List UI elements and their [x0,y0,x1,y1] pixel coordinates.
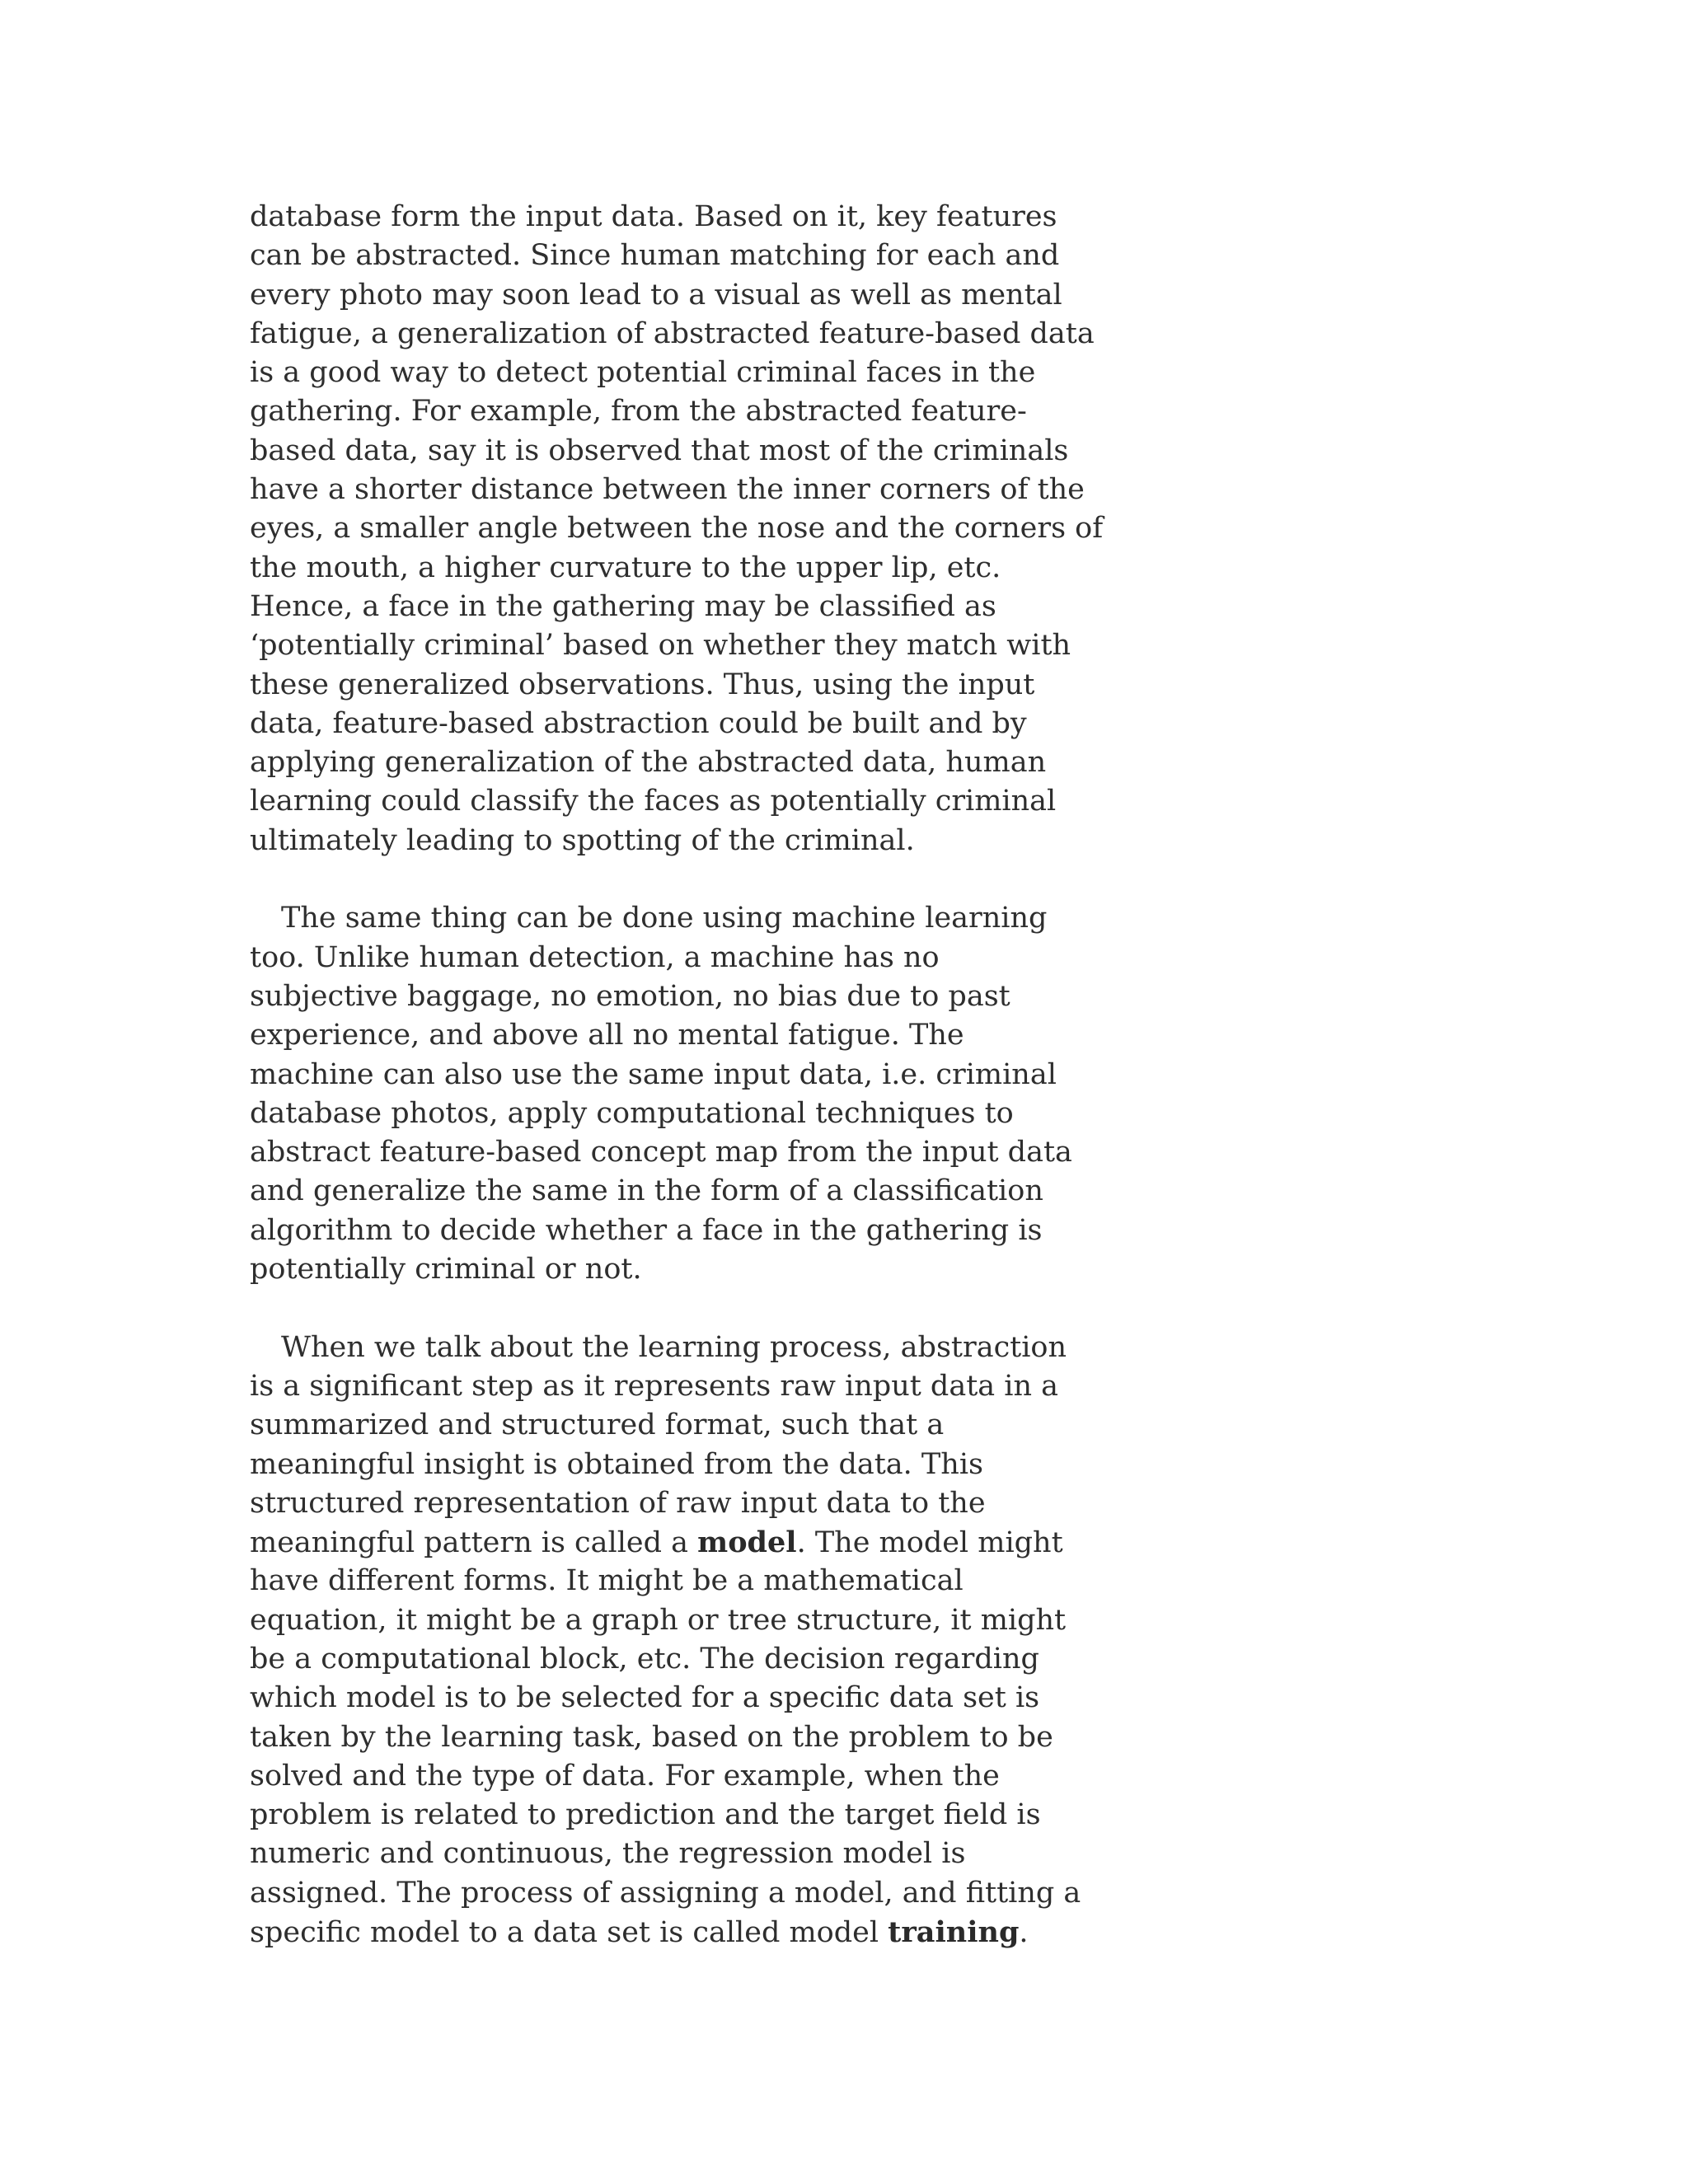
text-fragment: meaningful pattern is called a [250,1526,698,1560]
paragraph-gap [250,1289,1041,1328]
text-fragment: . [1019,1916,1029,1950]
text-line: machine can also use the same input data, i.e. criminal [250,1057,1057,1091]
text-line: is a good way to detect potential criminal faces in the [250,356,1036,390]
text-line: database form the input data. Based on it, key features [250,200,1057,233]
text-line: numeric and continuous, the regression model is [250,1837,966,1871]
text-line: learning could classify the faces as potentially criminal [250,785,1057,818]
text-line: these generalized observations. Thus, using the input [250,668,1035,701]
text-line: taken by the learning task, based on the problem to be [250,1720,1053,1754]
text-line: subjective baggage, no emotion, no bias due to past [250,979,1010,1013]
text-line: have a shorter distance between the inner corners of the [250,473,1085,507]
text-line: database photos, apply computational techniques to [250,1096,1014,1130]
text-line: experience, and above all no mental fatigue. The [250,1019,964,1052]
text-line: potentially criminal or not. [250,1253,642,1286]
text-line: When we talk about the learning process, abstraction [281,1330,1067,1364]
bold-term-training: training [888,1915,1020,1950]
text-line: assigned. The process of assigning a model, and fitting a [250,1876,1081,1910]
text-line: meaningful insight is obtained from the data. This [250,1447,983,1481]
text-line: too. Unlike human detection, a machine has no [250,940,940,974]
text-line: eyes, a smaller angle between the nose and the corners of [250,512,1104,546]
text-line: summarized and structured format, such that a [250,1408,945,1442]
text-line: and generalize the same in the form of a classification [250,1174,1043,1208]
paragraph-3 [250,1329,1081,1952]
text-line: Hence, a face in the gathering may be classified as [250,589,996,623]
text-line: is a significant step as it represents raw input data in a [250,1369,1058,1403]
text-line-model [250,1523,1063,1562]
text-line: fatigue, a generalization of abstracted feature-based data [250,316,1095,350]
paragraph-1 [250,198,1104,860]
text-line: solved and the type of data. For example, when the [250,1759,1000,1793]
text-line: applying generalization of the abstracted data, human [250,746,1047,780]
paragraph-gap [250,860,1041,899]
body-text [250,198,1104,1952]
text-fragment: . The model might [796,1526,1063,1560]
text-line: every photo may soon lead to a visual as well as mental [250,278,1062,312]
paragraph-2 [250,899,1072,1289]
text-line: which model is to be selected for a specific data set is [250,1681,1040,1715]
text-line: based data, say it is observed that most of the criminals [250,434,1069,467]
text-line: the mouth, a higher curvature to the upper lip, etc. [250,551,1001,584]
text-line: have different forms. It might be a mathematical [250,1564,964,1598]
bold-term-model: model [697,1526,797,1560]
text-line: abstract feature-based concept map from the input data [250,1136,1072,1169]
text-line: equation, it might be a graph or tree structure, it might [250,1603,1067,1637]
text-line: problem is related to prediction and the target field is [250,1798,1041,1832]
text-line: The same thing can be done using machine learning [281,902,1048,935]
text-line-training [250,1913,1041,1952]
text-line: structured representation of raw input data to the [250,1486,986,1520]
text-line: ‘potentially criminal’ based on whether they match with [250,629,1071,663]
text-line: ultimately leading to spotting of the criminal. [250,823,915,857]
text-line: be a computational block, etc. The decision regarding [250,1642,1039,1675]
text-line: gathering. For example, from the abstracted feature- [250,395,1027,429]
text-line: can be abstracted. Since human matching for each and [250,239,1060,273]
text-fragment: specific model to a data set is called model [250,1916,889,1950]
text-line: data, feature-based abstraction could be built and by [250,706,1027,740]
text-line: algorithm to decide whether a face in the gathering is [250,1213,1043,1247]
